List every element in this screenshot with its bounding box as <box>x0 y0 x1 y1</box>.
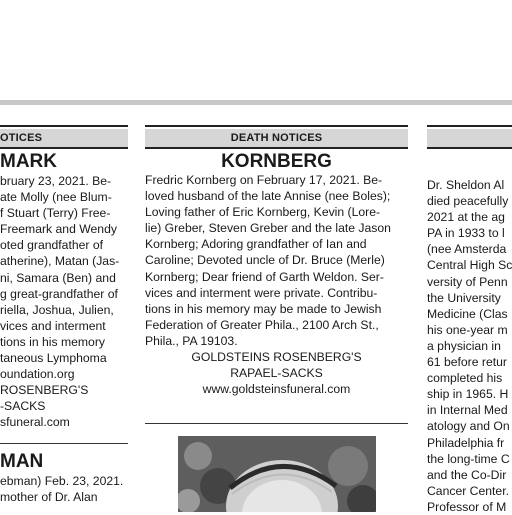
notice-line: 2021 at the ag <box>427 210 505 225</box>
notice-line: (nee Amsterda <box>427 242 507 257</box>
notice-line: Professor of M <box>427 499 507 514</box>
notice-line: ebman) Feb. 23, 2021. <box>0 473 124 488</box>
page-top-rule <box>0 100 512 105</box>
notice-line: loved husband of the late Annise (nee Boles); <box>145 189 391 204</box>
notice-line: oundation.org <box>0 367 75 382</box>
notice-body <box>0 173 128 431</box>
notice-line: Caroline; Devoted uncle of Dr. Bruce (Merle) <box>145 253 385 268</box>
section-header: OTICES <box>0 129 128 149</box>
notice-line: Cancer Center. <box>427 483 509 498</box>
notice-line: mother of Dr. Alan <box>0 489 98 504</box>
notice-line: bruary 23, 2021. Be- <box>0 174 112 188</box>
notice-line: the University <box>427 290 501 305</box>
notice-line: tions in his memory <box>0 334 105 349</box>
notice-line: atology and On <box>427 419 510 434</box>
notice-line: completed his <box>427 371 503 386</box>
right-notice-column <box>427 125 512 515</box>
column-top-rule <box>145 125 408 127</box>
notice-line: in Internal Med <box>427 403 508 418</box>
funeral-home-website: www.goldsteinsfuneral.com <box>202 382 351 397</box>
notice-line: vices and interment <box>0 318 106 333</box>
notice-line: vices and interment were private. Contribu- <box>145 285 378 300</box>
notice-line: the long-time C <box>427 451 510 466</box>
notice-line: his one-year m <box>427 322 508 337</box>
notice-line: lie) Greber, Steven Greber and the late Jason <box>145 221 391 236</box>
notice-line: Phila., PA 19103. <box>145 333 238 348</box>
next-notice-body <box>0 473 128 505</box>
funeral-home-name-2: RAPAEL-SACKS <box>230 366 323 381</box>
funeral-home-name: GOLDSTEINS ROSENBERG'S <box>191 350 362 365</box>
notice-separator <box>0 443 128 444</box>
notice-body <box>145 172 408 349</box>
notice-body <box>427 177 512 515</box>
notice-line: 61 before retur <box>427 355 507 370</box>
section-header: DEATH NOTICES <box>145 129 408 149</box>
notice-line: a physician in <box>427 338 501 353</box>
notice-line: Central High Sc <box>427 258 512 273</box>
notice-separator <box>145 423 408 424</box>
left-notice-column <box>0 125 128 505</box>
notice-line: PA in 1933 to l <box>427 226 505 241</box>
notice-line: f Stuart (Terry) Free- <box>0 206 111 221</box>
notice-line: sfuneral.com <box>0 415 70 430</box>
notice-line: Federation of Greater Phila., 2100 Arch St., <box>145 317 379 332</box>
notice-line: Medicine (Clas <box>427 306 508 321</box>
notice-line: ate Molly (nee Blum- <box>0 190 112 205</box>
notice-line: Dr. Sheldon Al <box>427 178 505 192</box>
notice-line: Philadelphia fr <box>427 435 505 450</box>
notice-line: -SACKS <box>0 399 46 414</box>
notice-line: Freemark and Wendy <box>0 222 117 237</box>
notice-line: Loving father of Eric Kornberg, Kevin (Lore- <box>145 205 381 220</box>
notice-line: Fredric Kornberg on February 17, 2021. Be- <box>145 173 383 187</box>
notice-line: ROSENBERG'S <box>0 383 89 398</box>
notice-line: Kornberg; Dear friend of Garth Weldon. Ser- <box>145 269 384 284</box>
notice-line: ni, Samara (Ben) and <box>0 270 116 285</box>
next-deceased-name: MAN <box>0 450 44 472</box>
section-header <box>427 129 512 149</box>
notice-line: oted grandfather of <box>0 238 103 253</box>
death-notices-column <box>145 125 408 397</box>
notice-line: versity of Penn <box>427 274 508 289</box>
notice-line: and the Co-Dir <box>427 467 507 482</box>
column-top-rule <box>0 125 128 127</box>
notice-line: Kornberg; Adoring grandfather of Ian and <box>145 237 367 252</box>
notice-line: taneous Lymphoma <box>0 351 107 366</box>
notice-line: g great-grandfather of <box>0 286 118 301</box>
column-top-rule <box>427 125 512 127</box>
notice-line: died peacefully <box>427 194 509 209</box>
deceased-name: MARK <box>0 151 57 172</box>
notice-line: tions in his memory may be made to Jewish <box>145 301 382 316</box>
notice-line: atherine), Matan (Jas- <box>0 254 120 269</box>
obituary-photo <box>178 436 376 512</box>
deceased-name: KORNBERG <box>221 151 332 172</box>
notice-line: ship in 1965. H <box>427 387 509 402</box>
notice-line: riella, Joshua, Julien, <box>0 302 114 317</box>
